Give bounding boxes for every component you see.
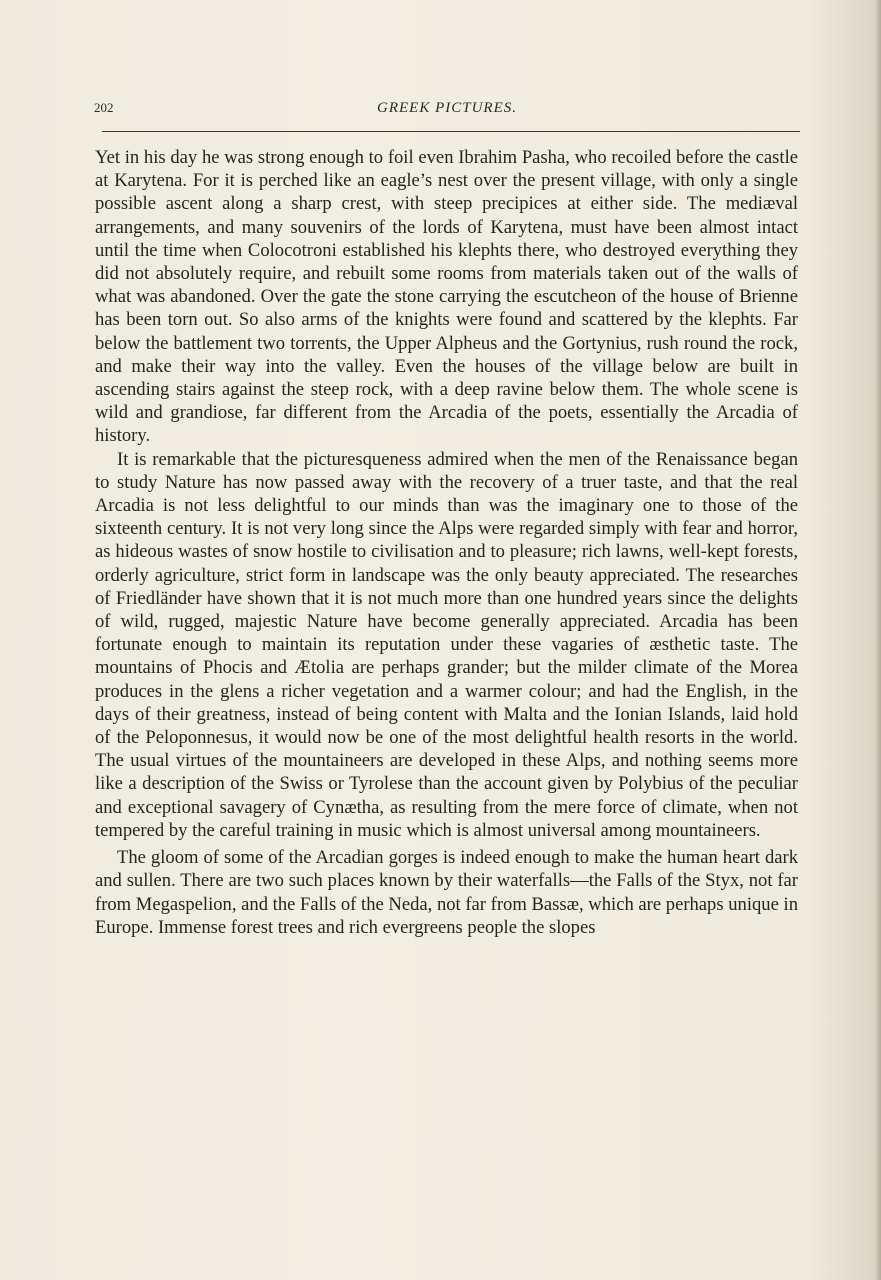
paragraph-2: It is remarkable that the picturesqueness admired when the men of the Renaissance began to study Nature has now passed away with the recovery of a truer taste, and that the real Arcadia is not less delightful to our minds than was the imaginary one to those of the sixteenth century. It is not very long since the Alps were regarded simply with fear and horror, as hideous wastes of snow hostile to civilisation and to pleasure; rich lawns, well-kept forests, orderly agriculture, strict form in landscape was the only beauty appreciated. The researches of Friedländer have shown that it is not much more than one hundred years since the delights of wild, rugged, majestic Nature have become generally appreciated. Arcadia has been fortunate enough to maintain its reputation under these vagaries of æsthetic taste. The mountains of Phocis and Ætolia are perhaps grander; but the milder climate of the Morea produces in the glens a richer vegetation and a warmer colour; and had the English, in the days of their greatness, instead of being content with Malta and the Ionian Islands, laid hold of the Peloponnesus, it would now be one of the most delightful health resorts in the world. The usual virtues of the mountaineers are developed in these Alps, and nothing seems more like a description of the Swiss or Tyrolese than the account given by Polybius of the peculiar and exceptional savagery of Cynætha, as resulting from the mere force of climate, when not tempered by the careful training in music which is almost universal among mountaineers.: [95, 448, 798, 841]
paragraph-3: The gloom of some of the Arcadian gorges is indeed enough to make the human heart dark and sullen. There are two such places known by their waterfalls—the Falls of the Styx, not far from Megaspelion, and the Falls of the Neda, not far from Bassæ, which are perhaps unique in Europe. Immense forest trees and rich evergreens people the slopes: [95, 847, 798, 938]
page-number: 202: [94, 100, 114, 115]
page-header: [94, 100, 800, 122]
paragraph-1: Yet in his day he was strong enough to foil even Ibrahim Pasha, who recoiled before the castle at Karytena. For it is perched like an eagle’s nest over the present village, with only a single possible ascent along a sharp crest, with steep precipices at either side. The mediæval arrangements, and many souvenirs of the lords of Karytena, must have been almost intact until the time when Colocotroni established his klephts there, who destroyed everything they did not absolutely require, and rebuilt some rooms from materials taken out of the walls of what was abandoned. Over the gate the stone carrying the escutcheon of the house of Brienne has been torn out. So also arms of the knights were found and scattered by the klephts. Far below the battlement two torrents, the Upper Alpheus and the Gortynius, rush round the rock, and make their way into the valley. Even the houses of the village below are built in ascending stairs against the steep rock, with a deep ravine below them. The whole scene is wild and grandiose, far different from the Arcadia of the poets, essentially the Arcadia of history.: [95, 147, 798, 447]
running-head: GREEK PICTURES.: [377, 100, 517, 116]
body-text: [95, 146, 798, 939]
page-edge-shadow: [875, 0, 881, 1280]
header-rule: [102, 131, 800, 132]
